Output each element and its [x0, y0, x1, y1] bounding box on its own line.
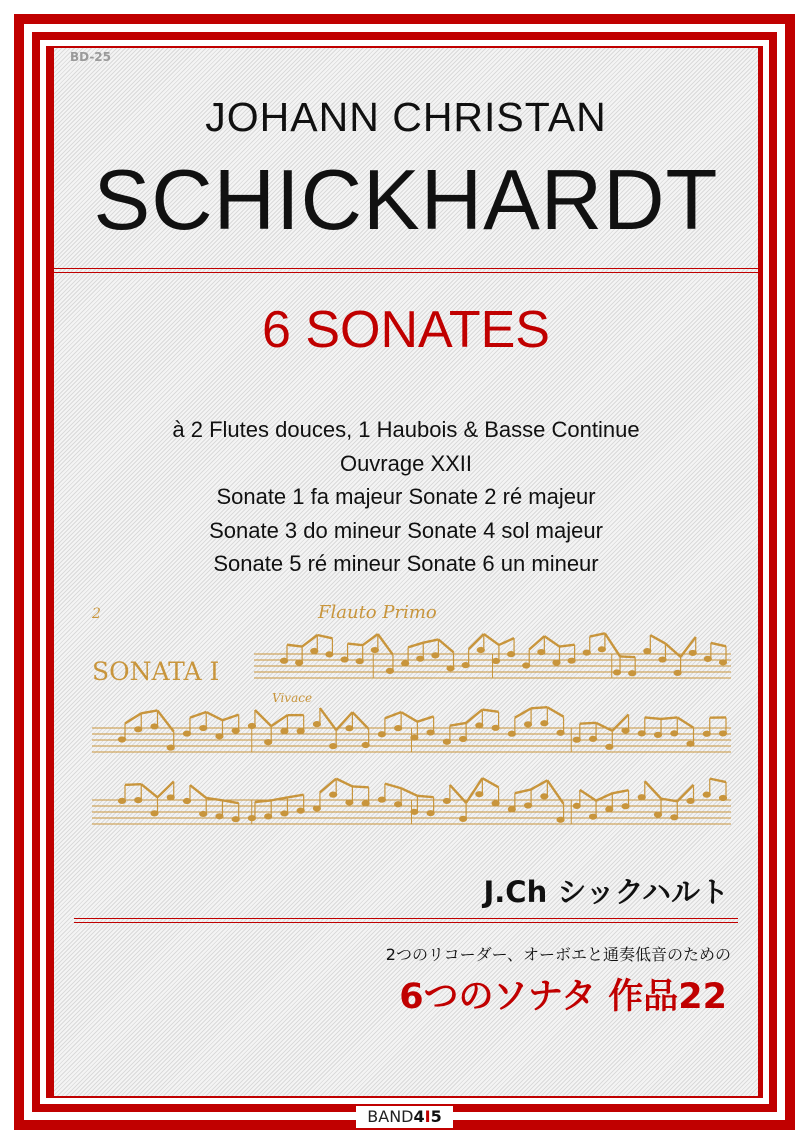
note-beam [515, 789, 531, 793]
note-beam [469, 634, 484, 649]
note-beam [302, 635, 317, 647]
note-beam [650, 635, 665, 643]
note-beam [287, 795, 303, 798]
note-beam [590, 633, 605, 636]
divider-top-1 [54, 268, 758, 269]
note-beam [645, 781, 661, 798]
publisher-logo-text-1: BAND [367, 1107, 414, 1126]
note-beam [206, 712, 222, 720]
composer-first-name: JOHANN CHRISTAN [205, 94, 607, 140]
note-beam [596, 723, 612, 731]
note-beam [661, 717, 677, 718]
note-beam [385, 784, 401, 789]
sonata-list-line-1: Sonate 1 fa majeur Sonate 2 ré majeur [216, 484, 596, 509]
note-beam [317, 635, 332, 638]
note-beam [125, 784, 141, 785]
note-beam [482, 710, 498, 712]
note-beam [580, 790, 596, 801]
note-beam [438, 639, 453, 652]
note-beam [544, 636, 559, 646]
note-beam [336, 779, 352, 787]
note-beam [352, 786, 368, 787]
note-beam [255, 710, 271, 726]
score-excerpt-image [86, 596, 746, 846]
japanese-subtitle: 2つのリコーダー、オーボエと通奏低音のための [385, 945, 731, 964]
note-beam [255, 800, 271, 802]
note-beam [348, 644, 363, 646]
note-beam [271, 715, 287, 726]
note-beam [710, 779, 726, 782]
note-beam [620, 656, 635, 657]
catalog-code: BD-25 [70, 50, 112, 64]
note-beam [711, 643, 726, 646]
note-beam [423, 639, 438, 642]
note-beam [385, 712, 401, 718]
note-beam [612, 790, 628, 793]
note-beam [466, 778, 482, 803]
note-beam [515, 708, 531, 717]
instrumentation-line: à 2 Flutes douces, 1 Haubois & Basse Continue [172, 417, 640, 442]
note-beam [605, 633, 620, 656]
note-beam [531, 780, 547, 789]
note-beam [141, 784, 157, 797]
note-beam [125, 713, 141, 723]
japanese-title: 6つのソナタ 作品22 [399, 977, 727, 1017]
note-beam [559, 645, 574, 647]
note-beam [531, 707, 547, 708]
publisher-logo-text-3: I [424, 1107, 431, 1126]
publisher-logo [356, 1106, 453, 1128]
note-beam [665, 644, 680, 657]
note-beam [645, 717, 661, 718]
note-beam [401, 788, 417, 796]
note-beam [466, 710, 482, 723]
note-beam [499, 638, 514, 645]
opus-line: Ouvrage XXII [339, 451, 473, 476]
japanese-composer-name: J.Ch シックハルト [483, 875, 729, 909]
note-beam [401, 712, 417, 722]
note-beam [352, 712, 368, 729]
note-beam [320, 779, 336, 793]
divider-bottom-1 [74, 918, 738, 919]
note-beam [190, 785, 206, 798]
note-beam [450, 723, 466, 726]
note-beam [529, 636, 544, 649]
note-beam [661, 799, 677, 802]
publisher-logo-text-4: 5 [430, 1107, 442, 1126]
note-beam [547, 707, 563, 716]
note-beam [408, 643, 423, 648]
score-page-number: 2 [92, 606, 101, 622]
note-beam [287, 645, 302, 647]
note-beam [320, 708, 336, 730]
note-beam [484, 634, 499, 645]
score-tempo-marking: Vivace [272, 691, 313, 705]
divider-bottom-2 [74, 922, 738, 923]
note-beam [580, 723, 596, 724]
publisher-logo-text-2: 4 [413, 1107, 425, 1126]
score-heading: Flauto Primo [318, 602, 437, 623]
note-beam [190, 712, 206, 718]
note-beam [677, 717, 693, 727]
sonata-list-line-3: Sonate 5 ré mineur Sonate 6 un mineur [213, 551, 599, 576]
note-beam [222, 715, 238, 721]
divider-top-2 [54, 272, 758, 273]
note-beam [222, 800, 238, 803]
note-beam [417, 796, 433, 797]
note-beam [482, 778, 498, 787]
main-title: 6 SONATES [261, 301, 550, 359]
note-beam [378, 634, 393, 655]
score-sonata-label: SONATA I [92, 657, 220, 686]
note-beam [363, 634, 378, 645]
note-beam [141, 710, 157, 713]
composer-last-name: SCHICKHARDT [93, 153, 719, 248]
sonata-list-line-2: Sonate 3 do mineur Sonate 4 sol majeur [209, 518, 603, 543]
note-beam [417, 716, 433, 721]
